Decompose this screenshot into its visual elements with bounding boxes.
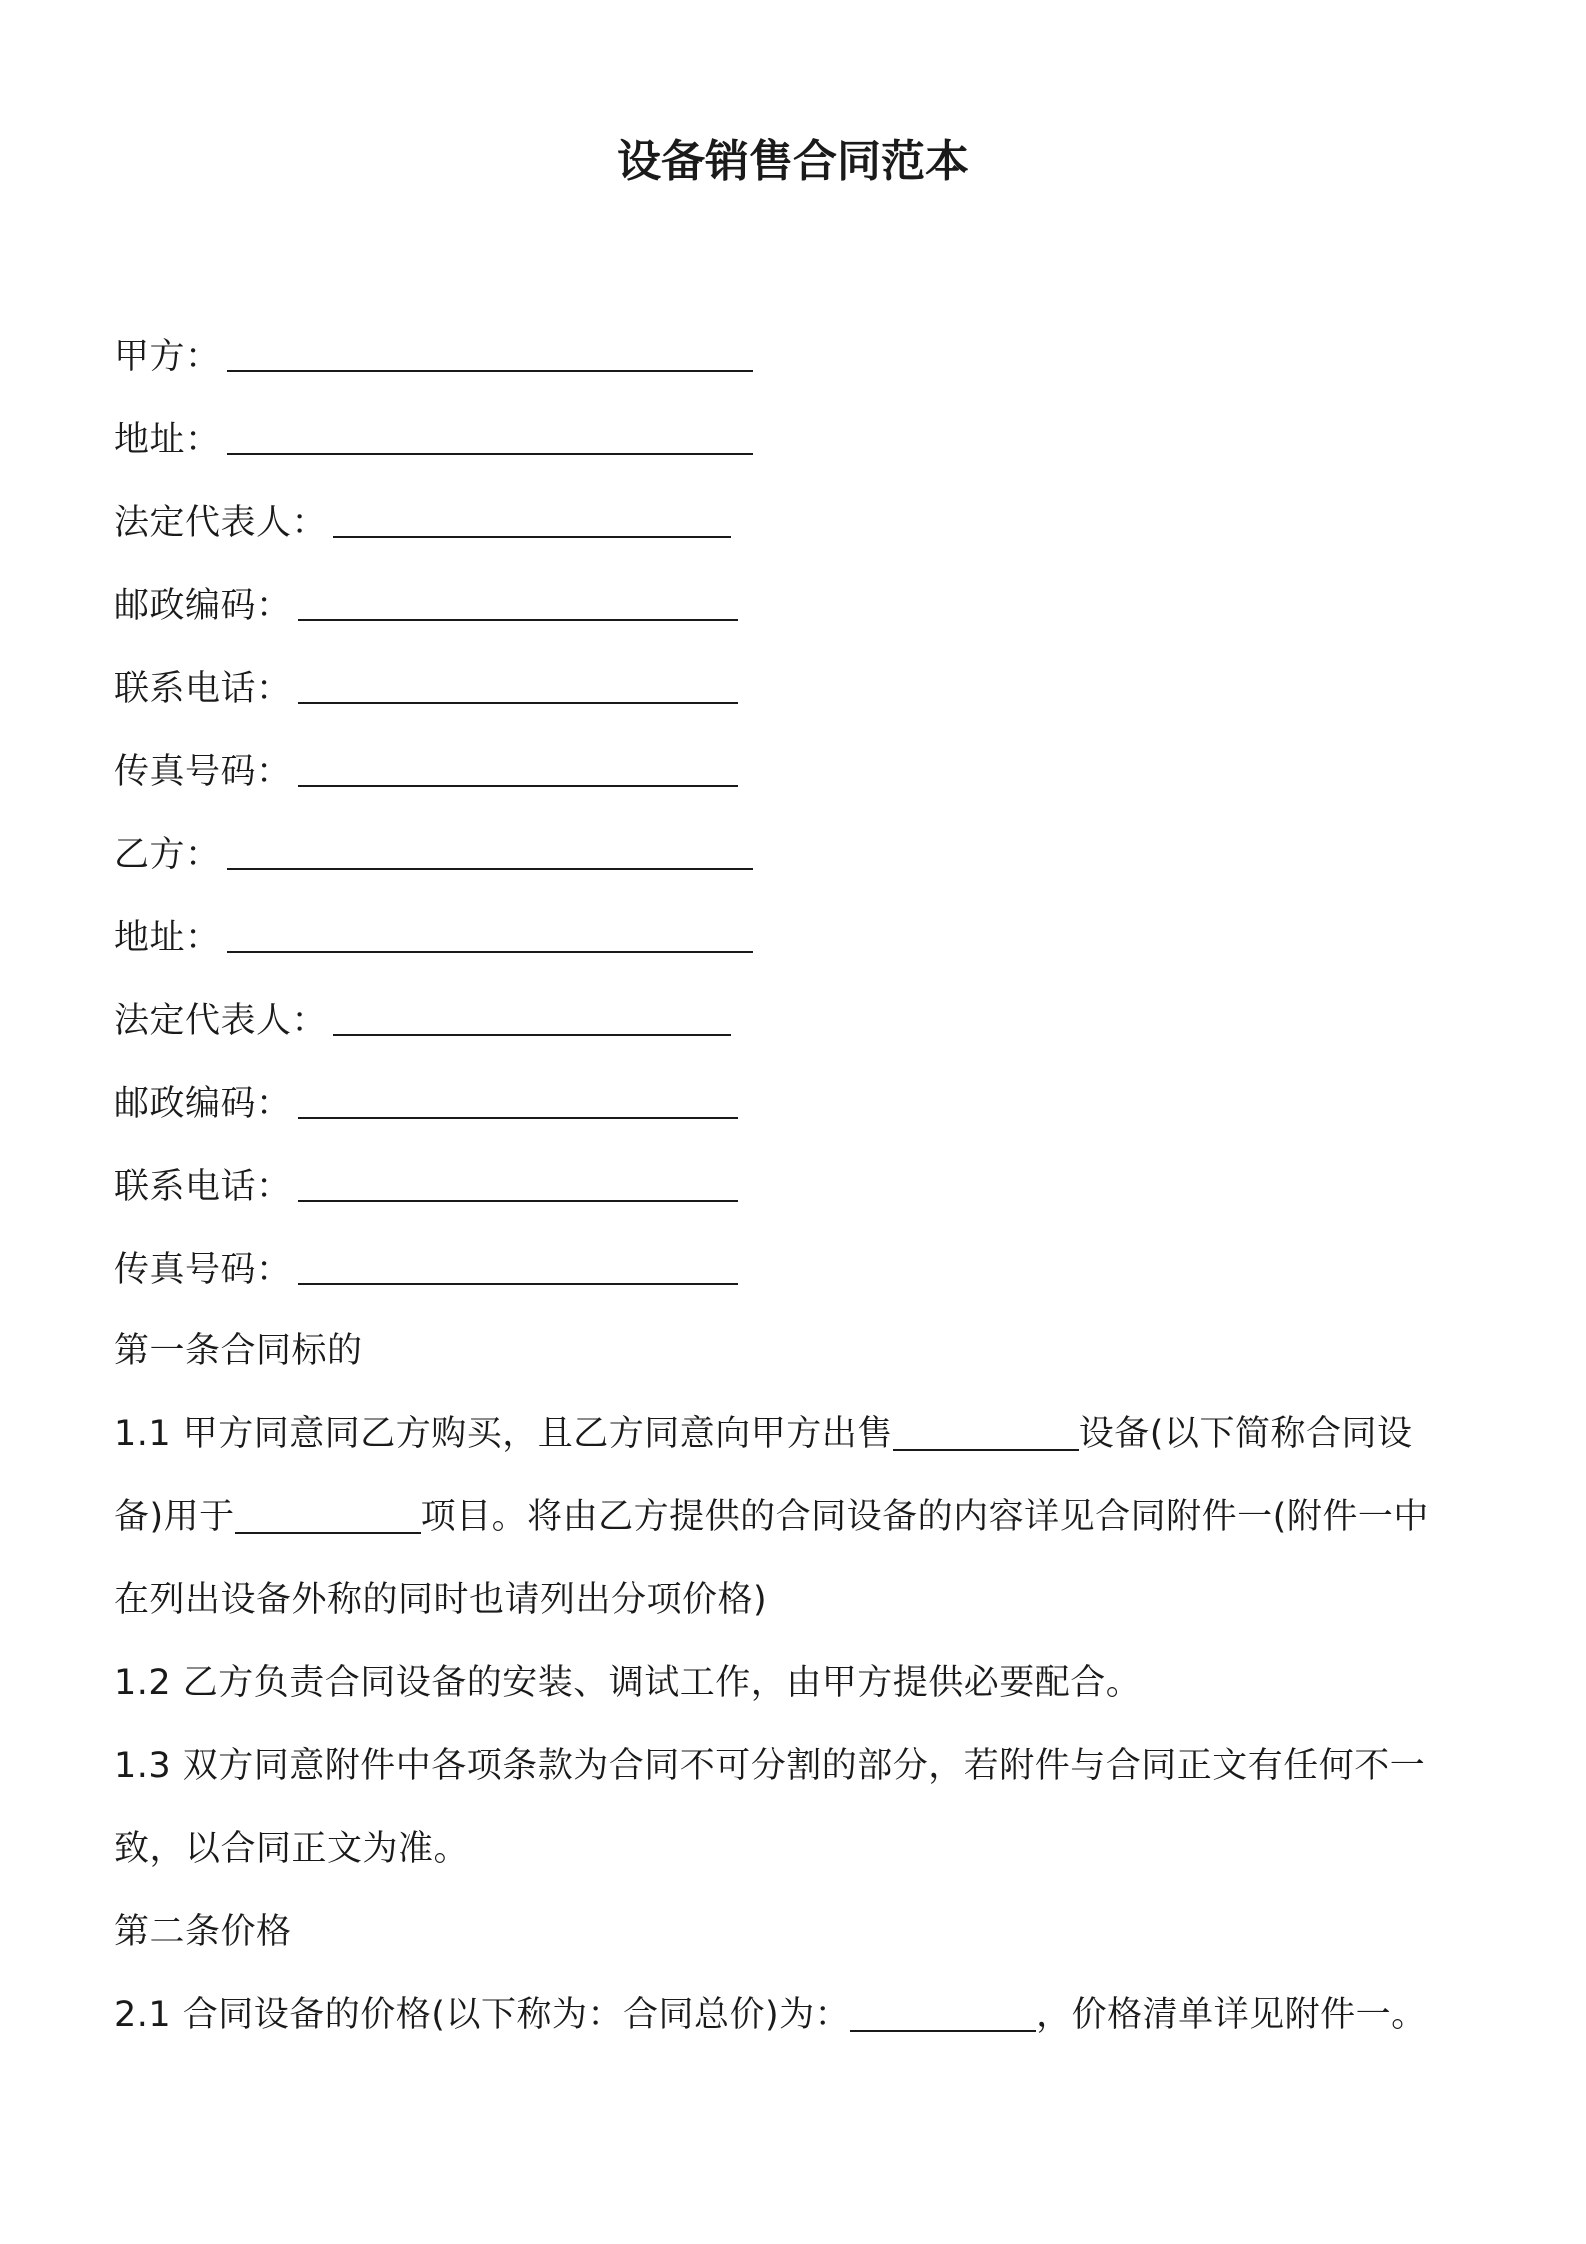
party-a-postcode-blank[interactable] [298, 583, 738, 621]
party-a-phone-label: 联系电话： [114, 669, 292, 709]
party-b-label: 乙方： [114, 835, 221, 875]
clause-1-1-text-b: 设备(以下简称合同设 [1078, 1414, 1413, 1454]
party-a-fax-label: 传真号码： [114, 752, 292, 792]
clause-1-1-text-a: 1.1 甲方同意同乙方购买，且乙方同意向甲方出售 [114, 1414, 893, 1454]
party-a-address-blank[interactable] [227, 417, 753, 455]
clause-2-1-text-b: ，价格清单详见附件一。 [1036, 1995, 1427, 2035]
party-b-fax-field [114, 1243, 738, 1295]
clause-1-1-text-d: 项目。将由乙方提供的合同设备的内容详见合同附件一(附件一中 [420, 1497, 1429, 1537]
party-a-label: 甲方： [114, 337, 221, 377]
party-a-legal-rep-label: 法定代表人： [114, 503, 328, 543]
party-b-fax-blank[interactable] [298, 1247, 738, 1285]
page-title: 设备销售合同范本 [617, 136, 969, 187]
party-a-blank[interactable] [227, 334, 753, 372]
party-a-phone-field [114, 662, 738, 714]
equipment-name-blank[interactable] [893, 1415, 1079, 1451]
party-a-field [114, 330, 753, 382]
clause-1-1-text-e: 在列出设备外称的同时也请列出分项价格) [114, 1580, 768, 1620]
party-b-field [114, 828, 753, 880]
party-a-legal-rep-blank[interactable] [333, 500, 731, 538]
clause-1-1 [114, 1393, 1484, 1642]
party-b-legal-rep-field [114, 994, 731, 1046]
clause-1-3-text-a: 1.3 双方同意附件中各项条款为合同不可分割的部分，若附件与合同正文有任何不一 [114, 1746, 1426, 1786]
party-b-legal-rep-blank[interactable] [333, 998, 731, 1036]
party-a-address-field [114, 413, 753, 465]
party-b-postcode-label: 邮政编码： [114, 1084, 292, 1124]
party-b-postcode-field [114, 1077, 738, 1129]
clause-1-2: 1.2 乙方负责合同设备的安装、调试工作，由甲方提供必要配合。 [114, 1663, 1142, 1703]
clause-2-1-text-a: 2.1 合同设备的价格(以下称为：合同总价)为： [114, 1995, 851, 2035]
party-b-legal-rep-label: 法定代表人： [114, 1001, 328, 1041]
party-b-fax-label: 传真号码： [114, 1250, 292, 1290]
clause-2-1 [114, 1990, 1427, 2040]
total-price-blank[interactable] [850, 1996, 1036, 2032]
party-a-postcode-label: 邮政编码： [114, 586, 292, 626]
party-b-phone-blank[interactable] [298, 1164, 738, 1202]
party-a-fax-field [114, 745, 738, 797]
party-a-phone-blank[interactable] [298, 666, 738, 704]
party-b-blank[interactable] [227, 832, 753, 870]
article-1-heading: 第一条合同标的 [114, 1331, 363, 1371]
party-a-fax-blank[interactable] [298, 749, 738, 787]
project-name-blank[interactable] [235, 1498, 421, 1534]
party-b-postcode-blank[interactable] [298, 1081, 738, 1119]
party-b-phone-field [114, 1160, 738, 1212]
party-a-postcode-field [114, 579, 738, 631]
party-b-address-label: 地址： [114, 918, 221, 958]
clause-1-3-text-b: 致，以合同正文为准。 [114, 1829, 470, 1869]
clause-1-3 [114, 1725, 1484, 1891]
party-b-phone-label: 联系电话： [114, 1167, 292, 1207]
party-a-legal-rep-field [114, 496, 731, 548]
party-b-address-blank[interactable] [227, 915, 753, 953]
article-2-heading: 第二条价格 [114, 1912, 292, 1952]
party-a-address-label: 地址： [114, 420, 221, 460]
party-b-address-field [114, 911, 753, 963]
clause-1-1-text-c: 备)用于 [114, 1497, 235, 1537]
